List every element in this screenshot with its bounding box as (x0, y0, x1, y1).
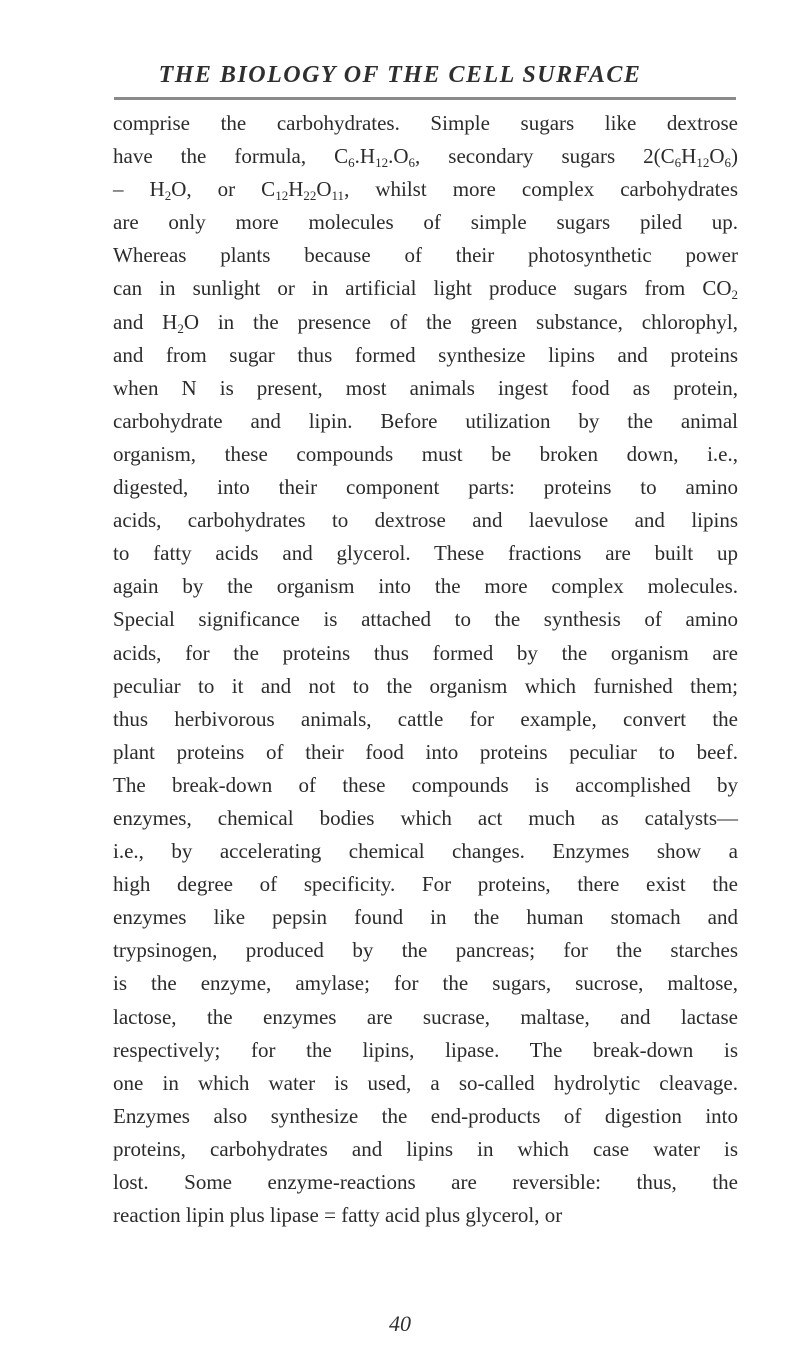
text-line: and from sugar thus formed synthesize lipins and proteins (113, 342, 738, 367)
text-line: respectively; for the lipins, lipase. The break-down is (113, 1037, 738, 1062)
text-line: high degree of specificity. For proteins, there exist the (113, 872, 738, 897)
page-number: 40 (389, 1311, 411, 1336)
text-line: acids, carbohydrates to dextrose and laevulose and lipins (113, 508, 738, 533)
text-line: reaction lipin plus lipase = fatty acid plus glycerol, or (113, 1203, 563, 1228)
text-line: organism, these compounds must be broken down, i.e., (113, 441, 738, 466)
text-line: one in which water is used, a so-called hydrolytic cleavage. (113, 1070, 738, 1095)
text-line: carbohydrate and lipin. Before utilization by the animal (113, 408, 738, 433)
body-paragraph (113, 107, 738, 1232)
text-line: – $H_2O$, or $C_{12}H_{22}O_{11}$, whilst more complex carbohydrates (113, 177, 739, 204)
text-line: peculiar to it and not to the organism which furnished them; (113, 673, 738, 698)
text-line: acids, for the proteins thus formed by the organism are (113, 640, 738, 665)
text-line: are only more molecules of simple sugars piled up. (113, 210, 738, 235)
text-line: Whereas plants because of their photosynthetic power (113, 243, 738, 268)
text-line: i.e., by accelerating chemical changes. Enzymes show a (113, 839, 738, 864)
text-line: again by the organism into the more complex molecules. (113, 574, 738, 599)
text-line: The break-down of these compounds is accomplished by (113, 772, 738, 797)
text-line: enzymes, chemical bodies which act much as catalysts— (113, 805, 738, 830)
text-line: digested, into their component parts: proteins to amino (113, 475, 738, 500)
text-line: proteins, carbohydrates and lipins in which case water is (113, 1136, 738, 1161)
text-line: Enzymes also synthesize the end-products of digestion into (113, 1103, 738, 1128)
text-line: comprise the carbohydrates. Simple sugars like dextrose (113, 111, 738, 135)
text-line: and $H_2O$ in the presence of the green substance, chlorophyl, (113, 309, 738, 336)
text-line: plant proteins of their food into proteins peculiar to beef. (113, 739, 738, 764)
text-line: to fatty acids and glycerol. These fractions are built up (113, 541, 738, 566)
text-line: lost. Some enzyme-reactions are reversible: thus, the (113, 1170, 738, 1194)
text-line: is the enzyme, amylase; for the sugars, sucrose, maltose, (113, 971, 738, 996)
text-line: can in sunlight or in artificial light produce sugars from $CO_2$ (113, 276, 738, 303)
text-line: lactose, the enzymes are sucrase, maltase, and lactase (113, 1004, 738, 1029)
running-head: THE BIOLOGY OF THE CELL SURFACE (158, 62, 642, 88)
text-line: Special significance is attached to the synthesis of amino (113, 607, 738, 632)
text-line: trypsinogen, produced by the pancreas; for the starches (113, 938, 738, 963)
header-rule (114, 97, 736, 100)
text-line: thus herbivorous animals, cattle for example, convert the (113, 706, 738, 731)
text-line: have the formula, $C_6.H_{12}.O_6$, secondary sugars $2(C_6H_{12}O_6)$ (113, 144, 738, 171)
text-line: when N is present, most animals ingest food as protein, (113, 375, 738, 400)
text-line: enzymes like pepsin found in the human stomach and (113, 905, 738, 930)
